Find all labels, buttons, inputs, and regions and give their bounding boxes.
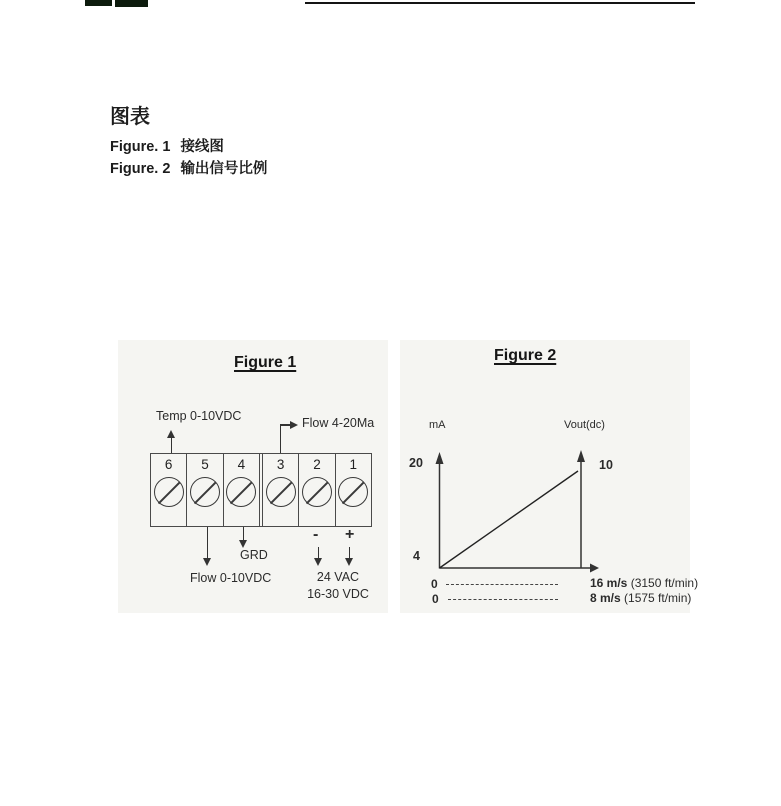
terminal-5: [187, 454, 223, 526]
temp-arrow-line: [171, 437, 173, 453]
plus-polarity-label: +: [345, 526, 355, 543]
scale-zero-tick: 0: [431, 577, 438, 591]
figure-list-label: Figure. 1: [110, 139, 171, 155]
figure1-title: Figure 1: [234, 354, 297, 371]
arrow-down-icon: [203, 558, 211, 566]
figure2-title: Figure 2: [494, 347, 557, 364]
terminal-2: [299, 454, 335, 526]
scale-zero-tick: 0: [432, 592, 439, 606]
flow-current-output-label: Flow 4-20Ma: [302, 416, 375, 430]
logo-fragment: [85, 0, 148, 7]
left-axis-min-tick: 4: [413, 549, 420, 563]
scale-dashed-line: [448, 599, 558, 600]
arrow-down-icon: [345, 558, 353, 566]
scale-dashed-line: [446, 584, 558, 585]
terminal-number: 5: [201, 457, 209, 472]
terminal-block: [150, 453, 372, 527]
screw-terminal-icon: [226, 477, 256, 507]
terminal-1: [336, 454, 371, 526]
terminal-4: [224, 454, 263, 526]
figure-list-item: [110, 136, 267, 158]
figure-list-item: [110, 158, 267, 180]
screw-terminal-icon: [302, 477, 332, 507]
power-supply-label: 16-30 VDC: [307, 587, 369, 601]
terminal-6: [151, 454, 187, 526]
figure1-wiring-diagram: [118, 340, 388, 613]
figure2-output-signal-chart: [400, 340, 699, 613]
flow-current-arrow-line: [280, 424, 282, 453]
figure-list-title: 接线图: [180, 139, 224, 155]
terminal-number: 2: [313, 457, 321, 472]
left-axis-label: mA: [429, 419, 446, 431]
screw-terminal-icon: [338, 477, 368, 507]
scale-value-alt: (3150 ft/min): [630, 576, 699, 590]
figure-list-label: Figure. 2: [110, 161, 171, 177]
screw-terminal-icon: [266, 477, 296, 507]
flow-voltage-output-label: Flow 0-10VDC: [190, 571, 272, 585]
scale-full-value: [590, 591, 691, 605]
screw-terminal-icon: [190, 477, 220, 507]
section-title: 图表: [110, 106, 150, 128]
screw-terminal-icon: [154, 477, 184, 507]
right-axis-label: Vout(dc): [564, 419, 605, 431]
right-axis-max-tick: 10: [599, 458, 613, 472]
left-axis-max-tick: 20: [409, 456, 423, 470]
terminal-number: 1: [349, 457, 358, 472]
ground-arrow-line: [243, 527, 245, 541]
terminal-number: 4: [237, 457, 246, 472]
scale-value-bold: 8 m/s: [590, 591, 621, 605]
terminal-3: [263, 454, 299, 526]
arrow-down-icon: [314, 558, 322, 566]
power-supply-label: 24 VAC: [316, 570, 360, 584]
flow-voltage-arrow-line: [207, 527, 209, 559]
figure-list-title: 输出信号比例: [180, 161, 268, 177]
arrow-down-icon: [239, 540, 247, 548]
scale-value-bold: 16 m/s: [590, 576, 628, 590]
minus-polarity-label: -: [313, 526, 319, 543]
logo-fragment-segment: [115, 0, 148, 7]
logo-fragment-segment: [85, 0, 112, 6]
scale-value-alt: (1575 ft/min): [624, 591, 692, 605]
temp-output-label: Temp 0-10VDC: [156, 409, 242, 423]
signal-chart-axes: [400, 340, 690, 613]
scale-full-value: [590, 576, 698, 590]
figure-list: [110, 136, 267, 180]
ground-label: GRD: [240, 548, 268, 562]
terminal-number: 6: [164, 457, 173, 472]
terminal-number: 3: [276, 457, 285, 472]
arrow-right-icon: [290, 421, 298, 429]
header-rule: [305, 2, 695, 4]
